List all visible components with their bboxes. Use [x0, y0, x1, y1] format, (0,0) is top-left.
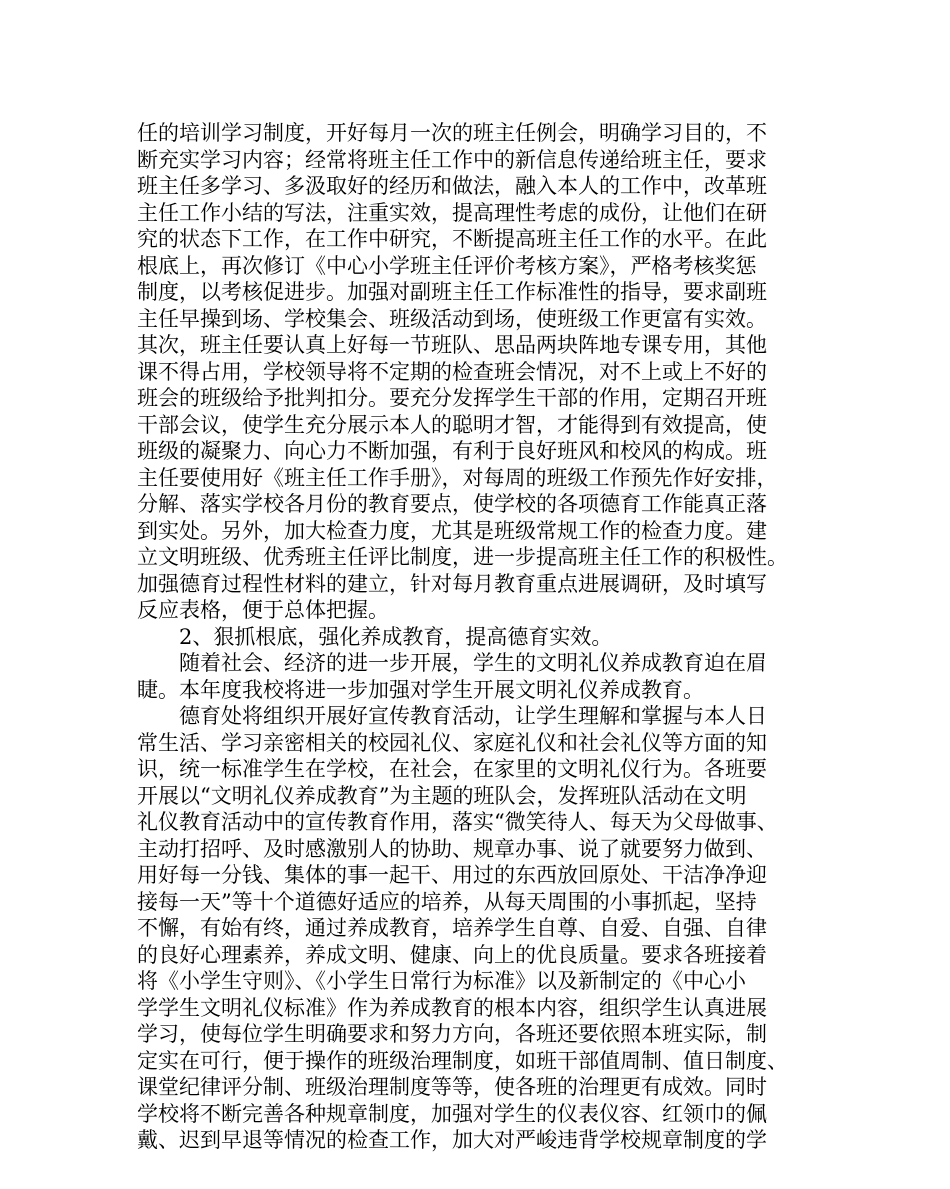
text-line: 主任要使用好《班主任工作手册》，对每周的班级工作预先作好安排， — [137, 465, 778, 490]
text-line: 睫。本年度我校将进一步加强对学生开展文明礼仪养成教育。 — [137, 677, 704, 702]
text-line: 班会的班级给予批判扣分。要充分发挥学生干部的作用，定期召开班 — [137, 386, 767, 410]
text-line: 礼仪教育活动中的宣传教育作用，落实“微笑待人、每天为父母做事、 — [137, 810, 778, 834]
text-line: 任的培训学习制度，开好每月一次的班主任例会，明确学习目的，不 — [137, 121, 767, 145]
text-line: 用好每一分钱、集体的事一起干、用过的东西放回原处、干洁净净迎 — [137, 863, 767, 887]
text-line: 常生活、学习亲密相关的校园礼仪、家庭礼仪和社会礼仪等方面的知 — [137, 730, 767, 755]
text-line: 断充实学习内容；经常将班主任工作中的新信息传递给班主任，要求 — [137, 147, 767, 172]
text-line: 干部会议，使学生充分展示本人的聪明才智，才能得到有效提高，使 — [137, 412, 767, 437]
text-line: 加强德育过程性材料的建立，针对每月教育重点进展调研，及时填写 — [137, 571, 767, 596]
text-line: 其次，班主任要认真上好每一节班队、思品两块阵地专课专用，其他 — [137, 333, 767, 357]
text-line: 识，统一标准学生在学校，在社会，在家里的文明礼仪行为。各班要 — [137, 757, 767, 781]
body-text — [137, 120, 827, 1154]
text-line: 到实处。另外，加大检查力度，尤其是班级常规工作的检查力度。建 — [137, 518, 767, 543]
text-line: 反应表格，便于总体把握。 — [137, 598, 389, 622]
text-line: 班主任多学习、多汲取好的经历和做法，融入本人的工作中，改革班 — [137, 174, 767, 198]
text-line: 学校将不断完善各种规章制度，加强对学生的仪表仪容、红领巾的佩 — [137, 1101, 767, 1126]
text-line: 立文明班级、优秀班主任评比制度，进一步提高班主任工作的积极性。 — [137, 545, 788, 569]
text-line: 接每一天”等十个道德好适应的培养，从每天周围的小事抓起，坚持 — [137, 889, 757, 914]
text-line: 课堂纪律评分制、班级治理制度等等，使各班的治理更有成效。同时 — [137, 1075, 767, 1099]
text-line: 究的状态下工作，在工作中研究，不断提高班主任工作的水平。在此 — [137, 227, 767, 251]
text-line: 学习，使每位学生明确要求和努力方向，各班还要依照本班实际，制 — [137, 1022, 767, 1046]
text-line: 戴、迟到早退等情况的检查工作，加大对严峻违背学校规章制度的学 — [137, 1128, 767, 1152]
text-line: 主任早操到场、学校集会、班级活动到场，使班级工作更富有实效。 — [137, 306, 767, 331]
text-line: 制度，以考核促进步。加强对副班主任工作标准性的指导，要求副班 — [137, 280, 767, 304]
text-line: 随着社会、经济的进一步开展，学生的文明礼仪养成教育迫在眉 — [137, 651, 767, 675]
text-line: 主动打招呼、及时感激别人的协助、规章办事、说了就要努力做到、 — [137, 836, 767, 861]
text-line: 德育处将组织开展好宣传教育活动，让学生理解和掌握与本人日 — [137, 704, 767, 728]
section-heading: 2、狠抓根底，强化养成教育，提高德育实效。 — [137, 624, 613, 649]
text-line: 根底上，再次修订《中心小学班主任评价考核方案》，严格考核奖惩 — [137, 253, 757, 278]
text-line: 开展以“文明礼仪养成教育”为主题的班队会，发挥班队活动在文明 — [137, 783, 747, 808]
text-line: 学学生文明礼仪标准》作为养成教育的根本内容，组织学生认真进展 — [137, 995, 767, 1020]
text-line: 定实在可行，便于操作的班级治理制度，如班干部值周制、值日制度、 — [137, 1048, 788, 1073]
text-line: 班级的凝聚力、向心力不断加强，有利于良好班风和校风的构成。班 — [137, 439, 767, 463]
text-line: 的良好心理素养，养成文明、健康、向上的优良质量。要求各班接着 — [137, 942, 767, 967]
text-line: 不懈，有始有终，通过养成教育，培养学生自尊、自爱、自强、自律 — [137, 916, 767, 940]
text-line: 分解、落实学校各月份的教育要点，使学校的各项德育工作能真正落 — [137, 492, 767, 516]
text-line: 将《小学生守则》、《小学生日常行为标准》以及新制定的《中心小 — [137, 969, 746, 993]
text-line: 课不得占用，学校领导将不定期的检查班会情况，对不上或上不好的 — [137, 359, 767, 384]
text-line: 主任工作小结的写法，注重实效，提高理性考虑的成份，让他们在研 — [137, 200, 767, 225]
